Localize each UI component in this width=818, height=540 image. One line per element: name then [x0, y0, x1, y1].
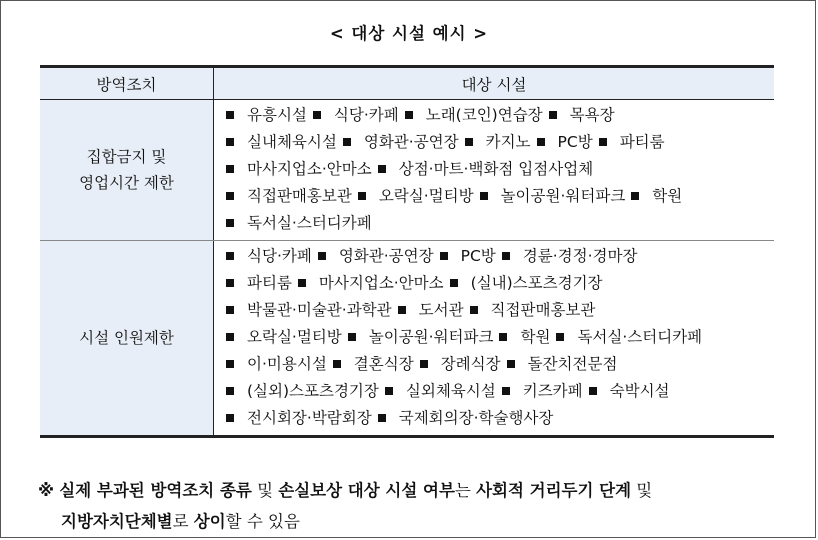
- bullet-square-icon: [226, 219, 234, 227]
- facility-item: 오락실·멀티방: [247, 328, 342, 346]
- bullet-square-icon: [599, 138, 607, 146]
- bullet-square-icon: [358, 192, 366, 200]
- table-row: [40, 100, 774, 241]
- facility-line: [222, 405, 774, 432]
- measure-label: [40, 100, 214, 241]
- facility-item: (실외)스포츠경기장: [247, 382, 379, 400]
- bullet-square-icon: [507, 360, 515, 368]
- facility-line: [222, 129, 774, 156]
- bullet-square-icon: [226, 252, 234, 260]
- facility-item: 이·미용시설: [247, 355, 327, 373]
- measure-label-line: 영업시간 제한: [79, 174, 174, 192]
- bullet-square-icon: [440, 252, 448, 260]
- bullet-square-icon: [470, 306, 478, 314]
- facility-item: 경륜·경정·경마장: [522, 247, 638, 265]
- facility-item: 상점·마트·백화점 입점사업체: [398, 160, 594, 178]
- bullet-square-icon: [318, 252, 326, 260]
- facility-item: 국제회의장·학술행사장: [398, 409, 554, 427]
- facility-item: 도서관: [418, 301, 464, 319]
- facility-line: [222, 378, 774, 405]
- bullet-square-icon: [502, 387, 510, 395]
- measure-label: [40, 241, 214, 437]
- bullet-square-icon: [226, 414, 234, 422]
- bullet-square-icon: [333, 360, 341, 368]
- facility-line: [222, 324, 774, 351]
- facility-item: 유흥시설: [247, 106, 307, 124]
- facility-item: 전시회장·박람회장: [247, 409, 372, 427]
- bullet-square-icon: [226, 111, 234, 119]
- facility-item: 학원: [652, 187, 683, 205]
- facility-item: 박물관·미술관·과학관: [247, 301, 392, 319]
- facility-item: 노래(코인)연습장: [425, 106, 543, 124]
- facility-item: 숙박시설: [609, 382, 670, 400]
- bullet-square-icon: [226, 165, 234, 173]
- facility-item: (실내)스포츠경기장: [470, 274, 603, 292]
- facility-item: 직접판매홍보관: [490, 301, 596, 319]
- facility-item: 오락실·멀티방: [378, 187, 474, 205]
- bullet-square-icon: [226, 387, 234, 395]
- facility-item: 장례식장: [440, 355, 501, 373]
- bullet-square-icon: [589, 387, 597, 395]
- bullet-square-icon: [465, 138, 473, 146]
- measure-label-line: 집합금지 및: [86, 148, 167, 166]
- facility-item: 독서실·스터디카페: [247, 214, 372, 232]
- facility-item: 영화관·공연장: [338, 247, 434, 265]
- bullet-square-icon: [631, 192, 639, 200]
- measure-label-line: 시설 인원제한: [79, 329, 174, 347]
- bullet-square-icon: [226, 360, 234, 368]
- bullet-square-icon: [385, 387, 393, 395]
- footnote-line-2: 지방자치단체별로 상이할 수 있음: [61, 512, 300, 531]
- bullet-square-icon: [450, 279, 458, 287]
- footnote-line-1: ※ 실제 부과된 방역조치 종류 및 손실보상 대상 시설 여부는 사회적 거리두기 단계 및: [38, 481, 653, 500]
- facility-item: 영화관·공연장: [363, 133, 459, 151]
- bullet-square-icon: [537, 138, 545, 146]
- facility-line: [222, 210, 774, 237]
- facility-item: 키즈카페: [522, 382, 583, 400]
- facility-item: 결혼식장: [353, 355, 414, 373]
- facility-line: [222, 243, 774, 270]
- facility-item: 식당·카페: [247, 247, 312, 265]
- bullet-square-icon: [343, 138, 351, 146]
- facility-item: 독서실·스터디카페: [577, 328, 703, 346]
- bullet-square-icon: [226, 306, 234, 314]
- bullet-square-icon: [313, 111, 321, 119]
- bullet-square-icon: [348, 333, 356, 341]
- bullet-square-icon: [549, 111, 557, 119]
- facility-line: [222, 102, 774, 129]
- bullet-square-icon: [298, 279, 306, 287]
- bullet-square-icon: [378, 414, 386, 422]
- facility-item: 실외체육시설: [405, 382, 496, 400]
- header-measure: 방역조치: [40, 67, 214, 100]
- facility-item: 파티룸: [619, 133, 665, 151]
- facility-line: [222, 156, 774, 183]
- bullet-square-icon: [378, 165, 386, 173]
- bullet-square-icon: [226, 279, 234, 287]
- facility-item: 식당·카페: [333, 106, 399, 124]
- facility-item: 직접판매홍보관: [247, 187, 352, 205]
- facility-item: 실내체육시설: [247, 133, 337, 151]
- facility-item: PC방: [460, 247, 496, 265]
- facility-list: [214, 241, 775, 437]
- header-facilities: 대상 시설: [214, 67, 775, 100]
- bullet-square-icon: [405, 111, 413, 119]
- bullet-square-icon: [480, 192, 488, 200]
- bullet-square-icon: [420, 360, 428, 368]
- facility-item: 놀이공원·워터파크: [500, 187, 626, 205]
- facility-item: 놀이공원·워터파크: [368, 328, 494, 346]
- bullet-square-icon: [226, 333, 234, 341]
- bullet-square-icon: [556, 333, 564, 341]
- facility-line: [222, 183, 774, 210]
- table-header-row: [40, 67, 774, 100]
- bullet-square-icon: [226, 138, 234, 146]
- facility-list: [214, 100, 775, 241]
- facility-table: [40, 65, 774, 438]
- facility-item: 마사지업소·안마소: [247, 160, 372, 178]
- page-title: < 대상 시설 예시 >: [329, 24, 489, 43]
- facility-item: 파티룸: [247, 274, 292, 292]
- facility-item: 카지노: [485, 133, 531, 151]
- bullet-square-icon: [502, 252, 510, 260]
- footnote: [38, 475, 778, 537]
- table-row: [40, 241, 774, 437]
- facility-item: 마사지업소·안마소: [318, 274, 444, 292]
- facility-line: [222, 351, 774, 378]
- bullet-square-icon: [499, 333, 507, 341]
- facility-line: [222, 270, 774, 297]
- bullet-square-icon: [226, 192, 234, 200]
- facility-item: 돌잔치전문점: [527, 355, 618, 373]
- facility-line: [222, 297, 774, 324]
- bullet-square-icon: [398, 306, 406, 314]
- facility-item: 목욕장: [569, 106, 615, 124]
- facility-item: PC방: [557, 133, 593, 151]
- facility-item: 학원: [520, 328, 551, 346]
